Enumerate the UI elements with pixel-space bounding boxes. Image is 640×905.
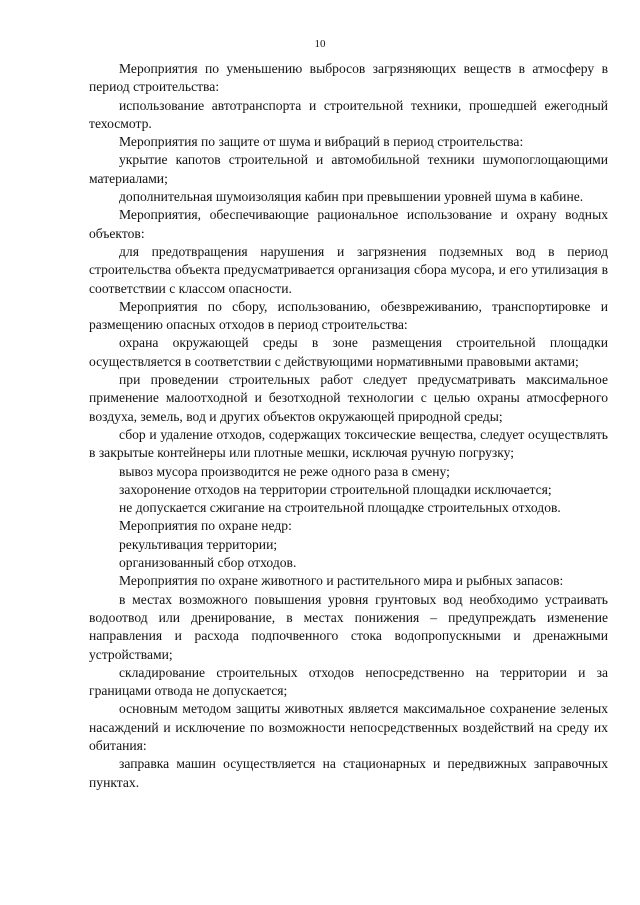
document-body [89, 60, 608, 792]
list-item: основным методом защиты животных является максимальное сохранение зеленых насаждений и исключение по возможности непосредственных воздействий на среду их обитания: [89, 701, 608, 753]
list-item: организованный сбор отходов. [119, 555, 297, 571]
list-item: сбор и удаление отходов, содержащих токсические вещества, следует осуществлять в закрытые контейнеры или плотные мешки, исключая ручную погрузку; [89, 426, 608, 461]
list-item: охрана окружающей среды в зоне размещения строительной площадки осуществляется в соответствии с действующими нормативными правовыми актами; [89, 335, 608, 369]
list-item: вывоз мусора производится не реже одного раза в смену; [119, 463, 450, 479]
list-item: для предотвращения нарушения и загрязнения подземных вод в период строительства объекта предусматривается организация сбора мусора, и его утилизация в соответствии с классом опасности. [89, 243, 608, 296]
section-heading-air-emissions: Мероприятия по уменьшению выбросов загрязняющих веществ в атмосферу в период строительства: [89, 61, 608, 95]
section-heading-subsoil: Мероприятия по охране недр: [119, 518, 292, 534]
list-item: заправка машин осуществляется на стационарных и передвижных заправочных пунктах. [89, 756, 608, 790]
list-item: складирование строительных отходов непосредственно на территории и за границами отвода не допускается; [89, 664, 608, 699]
page-number: 10 [314, 38, 326, 50]
section-heading-flora-fauna: Мероприятия по охране животного и растительного мира и рыбных запасов: [119, 573, 564, 589]
section-heading-water-objects: Мероприятия, обеспечивающие рациональное использование и охрану водных объектов: [89, 207, 608, 241]
list-item: рекультивация территории; [119, 536, 278, 552]
list-item: укрытие капотов строительной и автомобильной техники шумопоглощающими материалами; [89, 152, 608, 186]
list-item: использование автотранспорта и строительной техники, прошедшей ежегодный техосмотр. [89, 97, 608, 131]
list-item: в местах возможного повышения уровня грунтовых вод необходимо устраивать водоотвод или дренирование, в местах понижения – предупреждать изменение направления и расхода подпочвенного стока водопропускными и дренажными устройствами; [89, 591, 608, 662]
section-heading-noise-vibration: Мероприятия по защите от шума и вибраций в период строительства: [119, 134, 524, 150]
section-heading-hazardous-waste: Мероприятия по сбору, использованию, обезвреживанию, транспортировке и размещению опасных отходов в период строительства: [89, 298, 608, 333]
list-item: дополнительная шумоизоляция кабин при превышении уровней шума в кабине. [119, 189, 584, 205]
list-item: при проведении строительных работ следует предусматривать максимальное применение малоотходной и безотходной технологии с целью охраны атмосферного воздуха, земель, вод и других объектов окружающей природной среды; [89, 372, 608, 424]
list-item: захоронение отходов на территории строительной площадки исключается; [119, 481, 552, 497]
list-item: не допускается сжигание на строительной площадке строительных отходов. [119, 500, 561, 516]
